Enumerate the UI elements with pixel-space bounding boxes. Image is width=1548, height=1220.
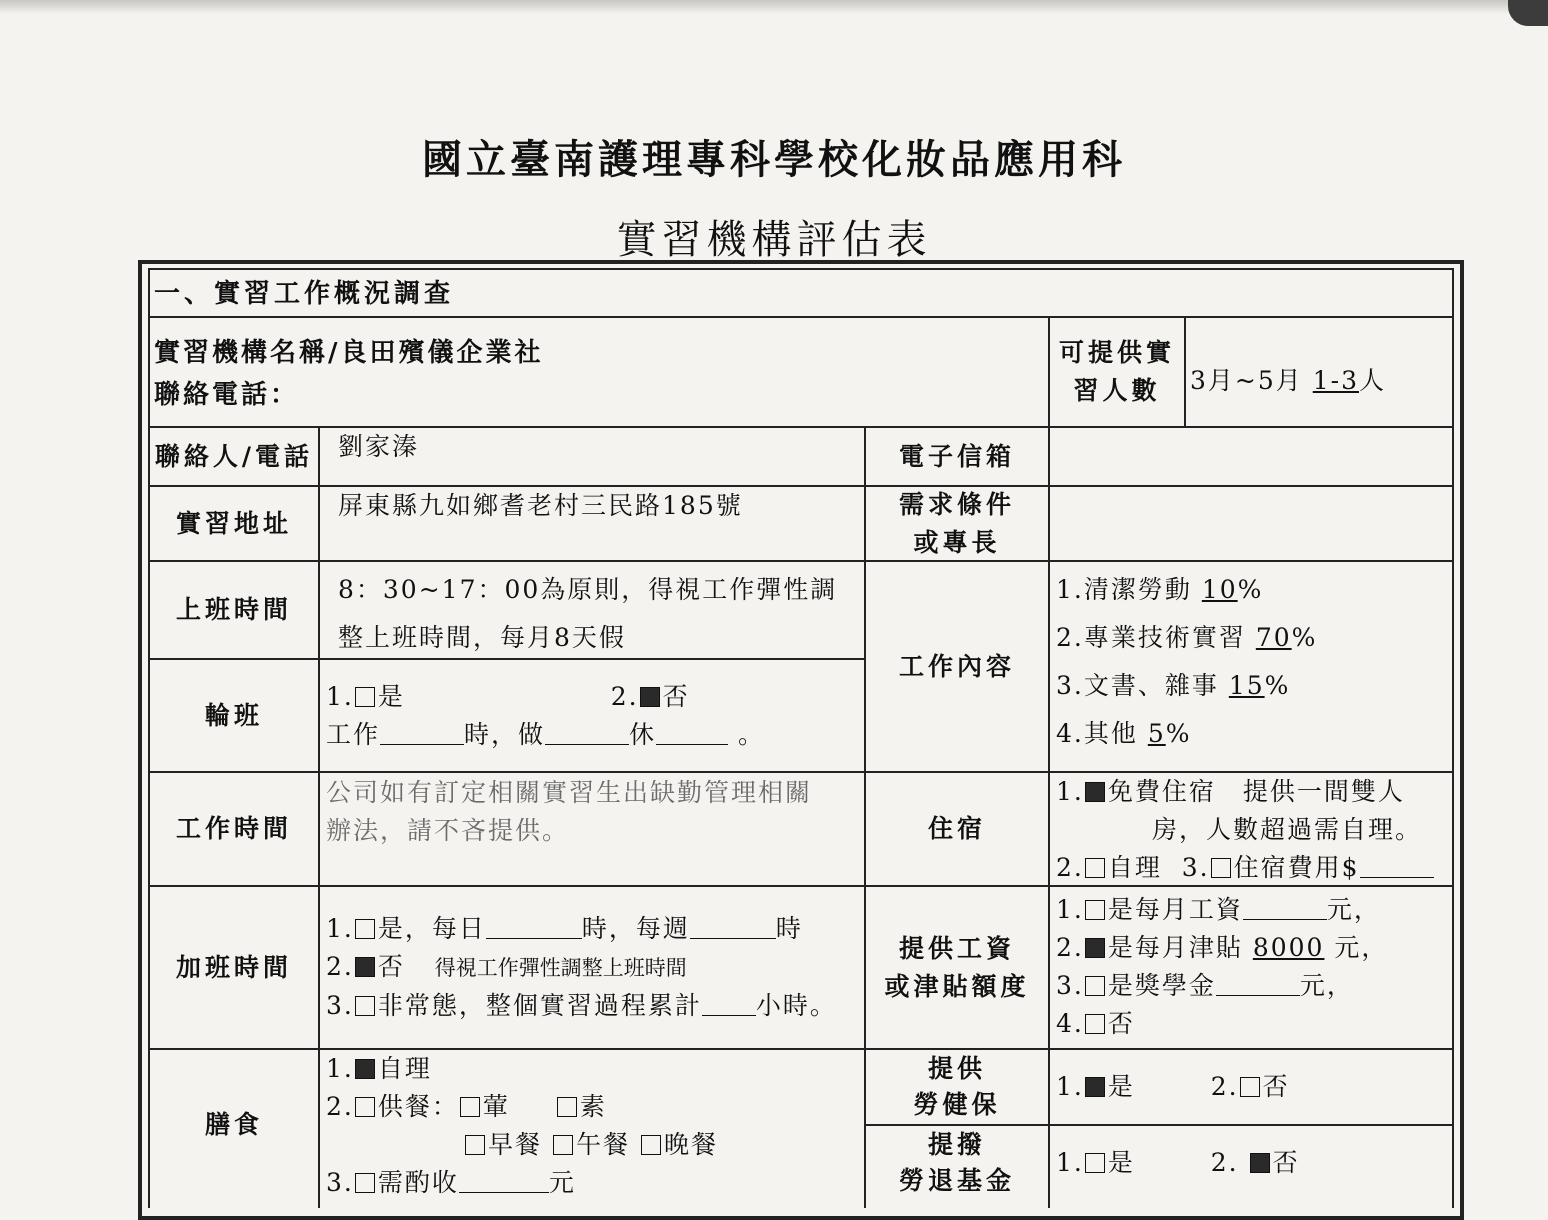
scan-top-edge <box>0 0 1548 14</box>
overtime-no-checkbox[interactable] <box>355 957 375 977</box>
wage-salary-blank[interactable] <box>1243 899 1327 920</box>
pension-yes-checkbox[interactable] <box>1085 1153 1105 1173</box>
insurance-options: 1. 是 2. 否 <box>1056 1072 1290 1101</box>
contact-label: 聯絡人/電話 <box>154 441 314 471</box>
overtime-total-blank[interactable] <box>702 995 756 1016</box>
overtime-yes-checkbox[interactable] <box>355 919 375 939</box>
wage-salary-checkbox[interactable] <box>1085 900 1105 920</box>
job-item: 2.專業技術實習 70% <box>1056 623 1318 652</box>
overtime-daily-blank[interactable] <box>486 918 582 939</box>
address-value: 屏東縣九如鄉耆老村三民路185號 <box>338 491 743 520</box>
overtime-weekly-blank[interactable] <box>690 918 776 939</box>
contact-value: 劉家溱 <box>338 432 420 461</box>
meal-vegetarian-checkbox[interactable] <box>557 1097 577 1117</box>
capacity-label: 可提供實 習人數 <box>1058 338 1175 405</box>
wage-label: 提供工資 或津貼額度 <box>884 933 1030 1001</box>
wage-scholarship-blank[interactable] <box>1216 975 1300 996</box>
meal-meat-checkbox[interactable] <box>460 1097 480 1117</box>
lodging-fee-checkbox[interactable] <box>1211 858 1231 878</box>
lodging-options: 1. 免費住宿 提供一間雙人 房，人數超過需自理。 2. 自理 3. 住宿費用$ <box>1056 773 1434 887</box>
worktime-note: 公司如有訂定相關實習生出缺勤管理相關 辦法，請不吝提供。 <box>326 778 813 845</box>
lodging-free-checkbox[interactable] <box>1085 782 1105 802</box>
insurance-label: 提供 勞健保 <box>913 1054 1001 1119</box>
meal-self-checkbox[interactable] <box>355 1059 375 1079</box>
org-name: 實習機構名稱/良田殯儀企業社 <box>154 338 544 368</box>
phone-label: 聯絡電話： <box>154 380 300 410</box>
lodging-self-checkbox[interactable] <box>1085 858 1105 878</box>
job-item: 1.清潔勞動 10% <box>1056 575 1264 604</box>
shift-days-blank[interactable] <box>545 724 629 745</box>
col-line <box>318 426 320 1208</box>
shift-no-checkbox[interactable] <box>640 687 660 707</box>
email-label: 電子信箱 <box>898 441 1015 471</box>
capacity-count: 1-3 <box>1312 366 1359 395</box>
wage-allowance-checkbox[interactable] <box>1085 938 1105 958</box>
pension-no-checkbox[interactable] <box>1250 1153 1270 1173</box>
insurance-no-checkbox[interactable] <box>1240 1077 1260 1097</box>
work-hours-label: 上班時間 <box>175 595 292 624</box>
lodging-label: 住宿 <box>927 814 986 843</box>
insurance-yes-checkbox[interactable] <box>1085 1077 1105 1097</box>
meal-fee-blank[interactable] <box>459 1172 549 1193</box>
shift-yes-checkbox[interactable] <box>355 687 375 707</box>
overtime-options: 1. 是，每日 時，每週 時 2. 否 得視工作彈性調整上班時間 3. 非常態，整個實習過程累計 小時。 <box>326 914 837 1020</box>
breakfast-checkbox[interactable] <box>465 1135 485 1155</box>
shift-detail: 工作 時，做 休 。 <box>326 720 766 749</box>
wage-options: 1. 是每月工資 元， 2. 是每月津貼 8000 元， 3. 是獎學金 元， 4. 否 <box>1056 895 1389 1038</box>
dinner-checkbox[interactable] <box>641 1135 661 1155</box>
address-label: 實習地址 <box>175 508 292 538</box>
scan-corner-shadow <box>1508 0 1548 26</box>
job-content-label: 工作內容 <box>898 651 1015 681</box>
pension-options: 1. 是 2. 否 <box>1056 1148 1300 1177</box>
pension-label: 提撥 勞退基金 <box>898 1130 1015 1195</box>
wage-scholarship-checkbox[interactable] <box>1085 976 1105 996</box>
row-line <box>148 316 1454 318</box>
form-title: 實習機構評估表 <box>616 217 932 263</box>
school-title: 國立臺南護理專科學校化妝品應用科 <box>422 136 1126 183</box>
row-line <box>148 560 1454 562</box>
job-item: 3.文書、雜事 15% <box>1056 671 1291 700</box>
work-hours-value: 8：30~17：00為原則，得視工作彈性調 整上班時間，每月8天假 <box>338 575 838 652</box>
meal-provided-checkbox[interactable] <box>355 1097 375 1117</box>
job-item: 4.其他 5% <box>1056 719 1192 748</box>
capacity-value: 3月~5月 1-3人 <box>1190 366 1386 395</box>
lodging-fee-blank[interactable] <box>1360 857 1434 878</box>
overtime-irregular-checkbox[interactable] <box>355 996 375 1016</box>
inner-top-border <box>148 268 1454 270</box>
wage-allowance-amount: 8000 <box>1252 933 1325 962</box>
inner-right-border <box>1452 268 1454 1208</box>
meal-options: 1. 自理 2. 供餐： 葷 素 早餐 午餐 晚餐 3. 需酌收 元 <box>326 1054 718 1197</box>
section-heading: 一、實習工作概況調查 <box>154 279 455 309</box>
shift-work-blank[interactable] <box>380 724 464 745</box>
col-line <box>1048 316 1050 1208</box>
shift-rest-blank[interactable] <box>656 724 728 745</box>
col-line <box>1184 316 1186 426</box>
meal-label: 膳食 <box>204 1110 263 1139</box>
shift-label: 輪班 <box>204 700 263 730</box>
requirement-label: 需求條件 或專長 <box>898 489 1015 557</box>
org-block <box>154 332 544 416</box>
worktime-label: 工作時間 <box>175 814 292 843</box>
wage-none-checkbox[interactable] <box>1085 1014 1105 1034</box>
overtime-label: 加班時間 <box>175 952 292 982</box>
job-content-list <box>1056 566 1317 758</box>
lunch-checkbox[interactable] <box>553 1135 573 1155</box>
shift-options: 1. 是 2. 否 <box>326 682 690 711</box>
meal-fee-checkbox[interactable] <box>355 1173 375 1193</box>
